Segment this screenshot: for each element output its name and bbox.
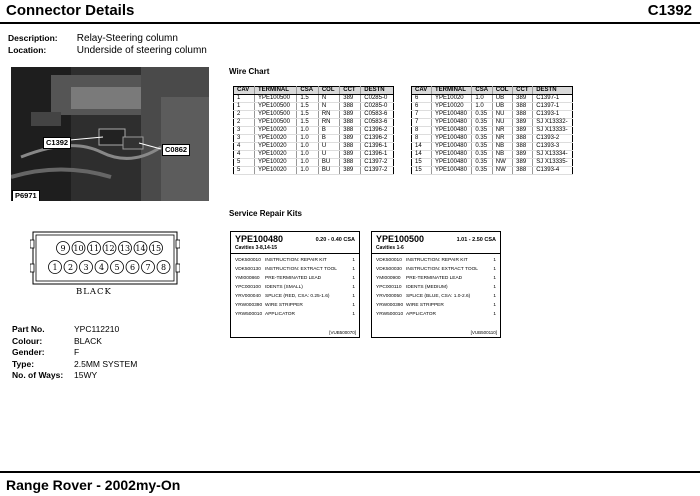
table-cell: 1.0 xyxy=(472,103,492,111)
gender-label: Gender: xyxy=(12,347,45,357)
table-row xyxy=(234,143,394,151)
table-cell: NR xyxy=(492,127,512,135)
table-cell: C1396-2 xyxy=(361,135,394,143)
table-cell: YPE10020 xyxy=(431,95,471,103)
table-cell: 389 xyxy=(340,151,361,159)
table-cell: 389 xyxy=(340,135,361,143)
connector-color-label: BLACK xyxy=(76,287,112,297)
col-header: CSA xyxy=(297,87,318,95)
table-cell: NB xyxy=(492,151,512,159)
table-cell: RN xyxy=(318,111,339,119)
table-cell: YPE100480 xyxy=(431,159,471,167)
kit-item-description: PRE-TERMINATED LEAD xyxy=(265,276,322,281)
wire-chart-right xyxy=(411,86,573,175)
table-cell: 0.35 xyxy=(472,159,492,167)
table-cell: YPE100480 xyxy=(431,167,471,175)
repair-kit-card xyxy=(230,231,360,338)
callout-mating-connector: C0862 xyxy=(162,144,190,156)
kit-item-qty: 1 xyxy=(352,303,355,308)
table-cell: C1393-1 xyxy=(533,111,573,119)
wire-chart-right-header xyxy=(412,87,573,95)
kit-item-description: INSTRUCTION: REPAIR KIT xyxy=(406,258,468,263)
table-cell: 388 xyxy=(340,143,361,151)
kit-item-code: VDK500010 xyxy=(376,258,402,263)
kit-item-code: VDK500010 xyxy=(235,258,261,263)
kit-item-qty: 1 xyxy=(352,258,355,263)
table-cell: 1.0 xyxy=(297,127,318,135)
wire-chart-title: Wire Chart xyxy=(229,67,270,76)
table-cell: YPE10020 xyxy=(254,127,296,135)
kit-item-qty: 1 xyxy=(493,267,496,272)
table-cell: 389 xyxy=(513,159,533,167)
pin-number: 11 xyxy=(88,244,100,253)
table-cell: 3 xyxy=(234,127,255,135)
table-cell: 389 xyxy=(513,95,533,103)
kit-item xyxy=(376,265,496,274)
table-cell: C0285-0 xyxy=(361,103,394,111)
table-cell: 15 xyxy=(412,159,432,167)
table-cell: BU xyxy=(318,159,339,167)
table-row xyxy=(234,127,394,135)
service-repair-kits-title: Service Repair Kits xyxy=(229,209,302,218)
pin-number: 1 xyxy=(52,263,58,272)
kit-csa-range: 0.20 - 0.40 CSA xyxy=(315,237,355,243)
kit-item xyxy=(376,256,496,265)
table-cell: 389 xyxy=(513,119,533,127)
table-cell: 389 xyxy=(340,95,361,103)
pin-number: 8 xyxy=(160,263,167,272)
table-cell: 6 xyxy=(412,95,432,103)
table-cell: NB xyxy=(492,143,512,151)
table-cell: 388 xyxy=(513,143,533,151)
kit-item-description: IDENTS (MEDIUM) xyxy=(406,285,448,290)
table-cell: SJ X13335- xyxy=(533,159,573,167)
table-cell: 388 xyxy=(340,127,361,135)
col-header: CCT xyxy=(340,87,361,95)
pin-number: 7 xyxy=(145,263,151,272)
table-cell: 4 xyxy=(234,143,255,151)
table-cell: 1.0 xyxy=(297,151,318,159)
table-cell: BU xyxy=(318,167,339,175)
table-cell: NW xyxy=(492,167,512,175)
table-cell: YPE10020 xyxy=(254,151,296,159)
kit-item-qty: 1 xyxy=(493,285,496,290)
kit-item-qty: 1 xyxy=(352,312,355,317)
kit-item-description: IDENTS (SMALL) xyxy=(265,285,303,290)
kit-item xyxy=(235,301,355,310)
part-no-value: YPC112210 xyxy=(74,324,120,334)
table-cell: B xyxy=(318,127,339,135)
kit-item-description: INSTRUCTION: EXTRACT TOOL xyxy=(265,267,337,272)
pin-number: 15 xyxy=(150,244,162,253)
table-cell: U xyxy=(318,143,339,151)
kit-item-code: VDK500130 xyxy=(235,267,261,272)
table-cell: C1396-1 xyxy=(361,151,394,159)
kit-item-qty: 1 xyxy=(493,294,496,299)
kit-item-description: SPLICE (RED, CSA: 0.25-1.6) xyxy=(265,294,330,299)
colour-value: BLACK xyxy=(74,335,102,346)
table-row xyxy=(234,159,394,167)
kit-item xyxy=(235,283,355,292)
table-cell: 0.35 xyxy=(472,167,492,175)
table-cell: C0583-6 xyxy=(361,111,394,119)
table-cell: 388 xyxy=(340,159,361,167)
table-cell: YPE10020 xyxy=(254,135,296,143)
kit-item-code: YPC000100 xyxy=(235,285,261,290)
table-cell: 388 xyxy=(513,167,533,175)
table-cell: YPE100500 xyxy=(254,95,296,103)
table-cell: 1.0 xyxy=(297,143,318,151)
kit-item-code: YRV000050 xyxy=(376,294,402,299)
table-cell: C1397-1 xyxy=(533,95,573,103)
kit-item-description: INSTRUCTION: EXTRACT TOOL xyxy=(406,267,478,272)
photo-id: P6971 xyxy=(12,190,40,201)
table-cell: UB xyxy=(492,95,512,103)
table-row xyxy=(412,95,573,103)
table-cell: 5 xyxy=(234,167,255,175)
table-cell: C1393-4 xyxy=(533,167,573,175)
table-cell: C1396-1 xyxy=(361,143,394,151)
table-cell: 6 xyxy=(412,103,432,111)
table-cell: YPE100480 xyxy=(431,151,471,159)
kit-item xyxy=(235,310,355,319)
kit-item xyxy=(235,292,355,301)
table-cell: C1397-2 xyxy=(361,159,394,167)
table-cell: SJ X13332- xyxy=(533,119,573,127)
table-cell: 1 xyxy=(234,103,255,111)
pin-number: 5 xyxy=(114,263,120,272)
ways-value: 15WY xyxy=(74,370,98,380)
type-value: 2.5MM SYSTEM xyxy=(74,358,138,369)
wire-chart-left-header xyxy=(234,87,394,95)
table-cell: N xyxy=(318,95,339,103)
table-cell: 388 xyxy=(340,119,361,127)
table-row xyxy=(234,103,394,111)
kit-reference: [VUB500070] xyxy=(329,330,356,335)
table-cell: 8 xyxy=(412,135,432,143)
table-cell: YPE10020 xyxy=(431,103,471,111)
kit-item-code: VDK500030 xyxy=(376,267,402,272)
kit-items xyxy=(372,254,500,321)
kit-item-qty: 1 xyxy=(352,294,355,299)
table-row xyxy=(234,111,394,119)
location-label: Location: xyxy=(8,45,47,55)
part-no-label: Part No. xyxy=(12,324,45,334)
table-cell: 1.5 xyxy=(297,95,318,103)
table-cell: 14 xyxy=(412,151,432,159)
table-cell: YPE100480 xyxy=(431,111,471,119)
location-value: Underside of steering column xyxy=(76,45,207,56)
kit-item-description: PRE-TERMINATED LEAD xyxy=(406,276,463,281)
table-cell: YPE100480 xyxy=(431,143,471,151)
kit-item-description: WIRE STRIPPER xyxy=(406,303,444,308)
kit-item-qty: 1 xyxy=(493,276,496,281)
kit-cavities: Cavities 3-8,14-15 xyxy=(235,245,277,251)
table-cell: 0.35 xyxy=(472,111,492,119)
table-row xyxy=(234,151,394,159)
table-cell: 1.5 xyxy=(297,103,318,111)
pin-number: 14 xyxy=(135,244,146,253)
description-block xyxy=(8,33,207,57)
table-row xyxy=(234,119,394,127)
table-cell: C1396-2 xyxy=(361,127,394,135)
table-cell: 388 xyxy=(513,135,533,143)
connector-face-diagram xyxy=(30,230,180,286)
table-cell: NW xyxy=(492,159,512,167)
table-row xyxy=(234,95,394,103)
table-cell: 1.0 xyxy=(297,135,318,143)
kit-item xyxy=(235,265,355,274)
table-cell: 2 xyxy=(234,111,255,119)
kit-item-code: YRW000390 xyxy=(235,303,263,308)
footer-title: Range Rover - 2002my-On xyxy=(6,477,181,493)
table-cell: NU xyxy=(492,119,512,127)
kit-item-code: YRW500010 xyxy=(235,312,263,317)
table-cell: 2 xyxy=(234,119,255,127)
table-cell: 3 xyxy=(234,135,255,143)
kit-item-code: YRV000040 xyxy=(235,294,261,299)
col-header: CSA xyxy=(472,87,492,95)
table-cell: B xyxy=(318,135,339,143)
table-cell: C0285-0 xyxy=(361,95,394,103)
table-cell: YPE100500 xyxy=(254,111,296,119)
connector-info xyxy=(12,319,138,380)
description-label: Description: xyxy=(8,33,58,43)
kit-items xyxy=(231,254,359,321)
kit-item xyxy=(376,310,496,319)
col-header: DESTN xyxy=(533,87,573,95)
page-title: Connector Details xyxy=(6,2,135,19)
table-row xyxy=(412,111,573,119)
table-cell: 388 xyxy=(513,111,533,119)
table-row xyxy=(412,103,573,111)
kit-part-number: YPE100500 xyxy=(376,234,425,244)
table-cell: 5 xyxy=(234,159,255,167)
pin-number: 12 xyxy=(104,244,115,253)
table-cell: SJ X13333- xyxy=(533,127,573,135)
table-cell: 388 xyxy=(513,103,533,111)
kit-item-code: YMI000860 xyxy=(235,276,260,281)
table-cell: YPE100480 xyxy=(431,127,471,135)
table-row xyxy=(412,159,573,167)
connector-code: C1392 xyxy=(647,2,692,19)
ways-label: No. of Ways: xyxy=(12,370,64,380)
table-row xyxy=(412,127,573,135)
kit-item-code: YRW000390 xyxy=(376,303,404,308)
kit-csa-range: 1.01 - 2.50 CSA xyxy=(456,237,496,243)
table-cell: U xyxy=(318,151,339,159)
table-cell: 389 xyxy=(513,151,533,159)
header-bar xyxy=(0,0,700,24)
type-label: Type: xyxy=(12,358,35,369)
table-cell: C1393-2 xyxy=(533,135,573,143)
table-cell: YPE10020 xyxy=(254,143,296,151)
kit-item-qty: 1 xyxy=(352,285,355,290)
kit-item xyxy=(235,274,355,283)
kit-item-qty: 1 xyxy=(493,312,496,317)
table-cell: 0.35 xyxy=(472,151,492,159)
footer-bar xyxy=(0,471,700,496)
pin-number: 3 xyxy=(83,263,89,272)
table-cell: N xyxy=(318,103,339,111)
table-row xyxy=(412,119,573,127)
col-header: CCT xyxy=(513,87,533,95)
description-value: Relay-Steering column xyxy=(76,33,178,44)
table-cell: YPE100500 xyxy=(254,119,296,127)
table-cell: 0.35 xyxy=(472,127,492,135)
kit-item xyxy=(376,283,496,292)
table-cell: 14 xyxy=(412,143,432,151)
table-row xyxy=(412,167,573,175)
wire-chart-left xyxy=(233,86,394,175)
pin-number: 2 xyxy=(67,263,74,272)
table-cell: 0.35 xyxy=(472,143,492,151)
table-row xyxy=(412,135,573,143)
table-cell: 15 xyxy=(412,167,432,175)
kit-item xyxy=(376,301,496,310)
pin-number: 9 xyxy=(60,244,66,253)
kit-item-code: YPC000110 xyxy=(376,285,402,290)
col-header: CAV xyxy=(412,87,432,95)
table-cell: 389 xyxy=(340,167,361,175)
kit-item-description: APPLICATOR xyxy=(265,312,295,317)
table-row xyxy=(234,167,394,175)
gender-value: F xyxy=(74,347,80,357)
kit-item-description: SPLICE (BLUE, CSA: 1.0-2.6) xyxy=(406,294,471,299)
table-cell: 0.35 xyxy=(472,119,492,127)
table-cell: 8 xyxy=(412,127,432,135)
table-cell: 1.0 xyxy=(472,95,492,103)
table-cell: C0583-6 xyxy=(361,119,394,127)
table-cell: 0.35 xyxy=(472,135,492,143)
table-cell: UB xyxy=(492,103,512,111)
kit-cavities: Cavities 1-6 xyxy=(376,245,404,251)
kit-item xyxy=(235,256,355,265)
kit-item-qty: 1 xyxy=(493,303,496,308)
kit-item-description: INSTRUCTION: REPAIR KIT xyxy=(265,258,327,263)
table-cell: RN xyxy=(318,119,339,127)
col-header: TERMINAL xyxy=(254,87,296,95)
table-cell: C1397-2 xyxy=(361,167,394,175)
kit-item-qty: 1 xyxy=(493,258,496,263)
table-cell: YPE100480 xyxy=(431,119,471,127)
pin-number: 13 xyxy=(119,244,131,253)
kit-item-qty: 1 xyxy=(352,267,355,272)
kit-item xyxy=(376,292,496,301)
table-cell: C1397-1 xyxy=(533,103,573,111)
table-cell: C1393-3 xyxy=(533,143,573,151)
table-cell: 7 xyxy=(412,111,432,119)
table-cell: 7 xyxy=(412,119,432,127)
table-cell: YPE100500 xyxy=(254,103,296,111)
table-cell: 1.5 xyxy=(297,111,318,119)
kit-part-number: YPE100480 xyxy=(235,234,284,244)
table-cell: 388 xyxy=(340,103,361,111)
table-cell: 389 xyxy=(513,127,533,135)
table-cell: YPE10020 xyxy=(254,167,296,175)
kit-item-description: APPLICATOR xyxy=(406,312,436,317)
colour-label: Colour: xyxy=(12,335,43,346)
table-row xyxy=(412,143,573,151)
pin-number: 10 xyxy=(73,244,84,253)
connector-location-photo xyxy=(11,67,209,201)
table-cell: YPE10020 xyxy=(254,159,296,167)
table-cell: YPE100480 xyxy=(431,135,471,143)
col-header: COL xyxy=(492,87,512,95)
table-cell: 1.0 xyxy=(297,159,318,167)
pin-number: 4 xyxy=(98,263,105,272)
table-cell: 1.5 xyxy=(297,119,318,127)
table-cell: 389 xyxy=(340,111,361,119)
callout-connector: C1392 xyxy=(43,137,71,149)
table-cell: 4 xyxy=(234,151,255,159)
kit-item-code: YMI000900 xyxy=(376,276,401,281)
kit-item-description: WIRE STRIPPER xyxy=(265,303,303,308)
table-cell: 1 xyxy=(234,95,255,103)
pin-number: 6 xyxy=(129,263,136,272)
photo-illustration xyxy=(11,67,209,201)
table-cell: 1.0 xyxy=(297,167,318,175)
kit-item xyxy=(376,274,496,283)
table-row xyxy=(234,135,394,143)
kit-item-code: YRW500010 xyxy=(376,312,404,317)
kit-item-qty: 1 xyxy=(352,276,355,281)
col-header: CAV xyxy=(234,87,255,95)
col-header: COL xyxy=(318,87,339,95)
table-row xyxy=(412,151,573,159)
col-header: TERMINAL xyxy=(431,87,471,95)
table-cell: SJ X13334- xyxy=(533,151,573,159)
kit-reference: [VUB500110] xyxy=(470,330,497,335)
table-cell: NR xyxy=(492,135,512,143)
repair-kit-card xyxy=(371,231,501,338)
table-cell: NU xyxy=(492,111,512,119)
col-header: DESTN xyxy=(361,87,394,95)
